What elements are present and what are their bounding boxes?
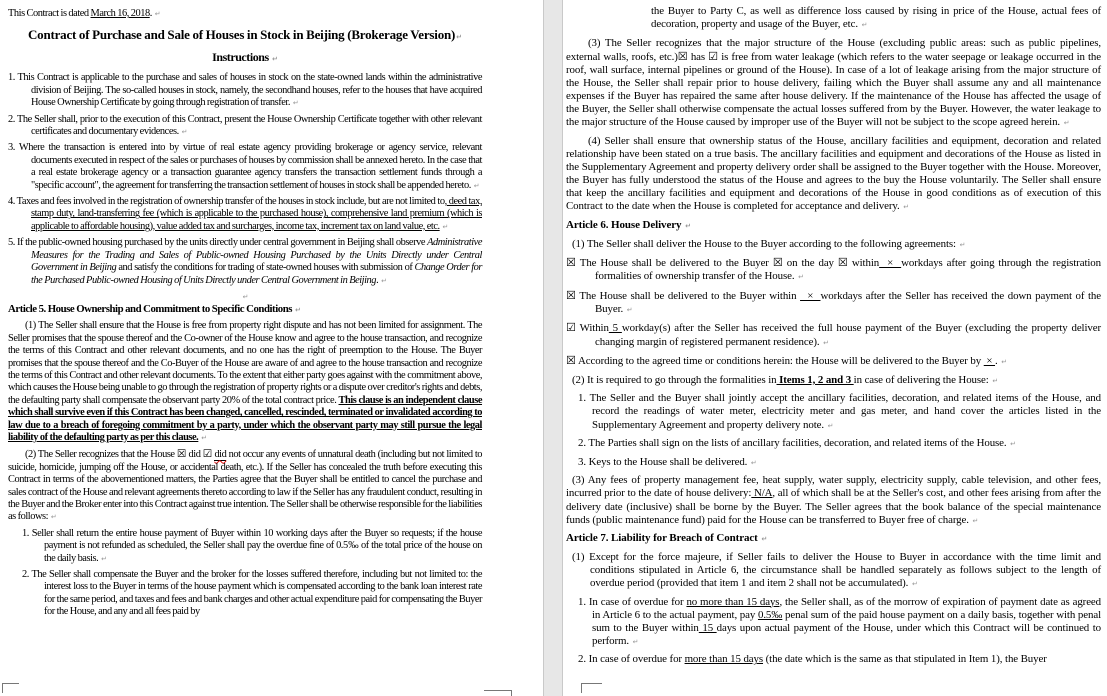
paragraph-mark-icon: ↵ — [381, 276, 387, 285]
paragraph-mark-icon: ↵ — [823, 338, 830, 347]
paragraph-mark-icon: ↵ — [442, 222, 449, 231]
text-segment: 0.5‰ — [757, 608, 783, 621]
instruction-item-1 — [8, 72, 482, 109]
text-segment: The House shall be delivered to the Buyer — [575, 257, 773, 270]
instruction-item-4 — [8, 196, 482, 233]
delivery-option-4 — [566, 354, 1101, 369]
delivery-option-3 — [566, 321, 1101, 349]
paragraph-mark-icon: ↵ — [1063, 119, 1070, 128]
paragraph-mark-icon: ↵ — [154, 10, 161, 18]
text-segment: , all of which shall be at the Seller's cost, and other fees arising from after the delivery date (inclusive) shall be borne by the Buyer. The Seller agrees that the book balance of the special maintenance funds (public maintenance fund) paid for the House can be transferred to Buyer free of charge. — [566, 487, 1101, 526]
checkbox-x-icon: ☒ — [772, 256, 783, 270]
delivery-option-2 — [566, 289, 1101, 317]
empty-line — [8, 291, 482, 301]
delivery-formality-3 — [578, 456, 1101, 470]
text-segment: 1. The Seller and the Buyer shall jointly accept the ancillary facilities, decoration, and related items of the House, and record the readings of water meter, electricity meter and gas meter, and hand cover the articles listed in the Supplementary Agreement and property delivery note. — [578, 392, 1101, 431]
text-segment: 2. The Seller shall compensate the Buyer and the broker for the losses suffered therefore, including but not limited to: the interest loss to the Buyer in terms of the house payment which is compensated according to the bank loan interest rate for the same period, and taxes and fees and bank charges and other actual expenditure paid for compensating the Buyer for the House, and any and all fees paid by — [22, 569, 482, 618]
text-segment: the Buyer to Party C, as well as difference loss caused by rising in price of the House, actual fees of decoration, property and usage of the Buyer, etc. — [651, 5, 1101, 31]
article-5-heading — [8, 303, 482, 316]
fill-in-blank: 5 — [608, 322, 622, 335]
text-segment: Within — [575, 322, 609, 335]
text-segment: . — [149, 8, 154, 19]
text-segment: 5. If the public-owned housing purchased by the units directly under central government in Beijing shall observe — [8, 237, 428, 249]
text-segment: Administrative Measures for the Trading and Sales of Public-owned Housing Purchased by the Units Directly under Central Government in Beijing — [31, 237, 482, 274]
checkbox-x-icon: ☒ — [566, 288, 576, 302]
text-segment: deed tax, stamp duty, land-transferring fee (which is applicable to the purchased house), comprehensive land premium (which is applicable to affordable housing), value added tax and surcharges, income tax, increment tax on land value, etc. — [31, 196, 482, 232]
text-segment: . — [376, 274, 381, 286]
paragraph-mark-icon: ↵ — [272, 55, 278, 64]
text-segment: 3. Keys to the House shall be delivered. — [578, 455, 750, 468]
text-segment: , the Seller shall, as of the morrow of expiration of payment date as agreed in Article 6 to the actual payment, pay — [592, 595, 1102, 621]
text-segment: 2. The Seller shall, prior to the execution of this Contract, present the House Ownership Certificate together with other relevant certificates and documentary evidences. — [8, 113, 482, 138]
text-segment: 1. Seller shall return the entire house payment of Buyer within 10 working days after the Buyer so requests; if the house payment is not refunded as scheduled, the Seller shall pay the overdue fine of 0.5‰ of the total price of the house on the daily basis. — [22, 527, 482, 564]
text-segment: has — [687, 50, 709, 63]
text-segment: on the day — [782, 257, 838, 270]
checkbox-checked-icon: ☑ — [708, 49, 719, 63]
text-segment: 1. This Contract is applicable to the purchase and sales of houses in stock on the state-owned lands within the administrative division of Beijing. The so-called houses in stock, namely, the secondhand houses, refer to the houses that have acquired House Ownership Certificate by going through registration of transfer. — [8, 72, 482, 109]
text-segment: According to the agreed time or conditions herein: the House will be delivered to the Buyer by — [575, 355, 984, 368]
text-segment: Contract of Purchase and Sale of Houses in Stock in Beijing (Brokerage Version) — [27, 27, 456, 43]
article-5-clause-1 — [8, 320, 482, 444]
text-boundary-mark — [484, 690, 512, 696]
delivery-formality-2 — [578, 437, 1101, 451]
text-segment — [198, 432, 200, 443]
text-segment: did — [186, 449, 203, 461]
paragraph-mark-icon: ↵ — [750, 458, 757, 467]
article-6-clause-3 — [566, 474, 1101, 527]
instructions-heading — [8, 50, 482, 66]
text-segment: 3. Where the transaction is entered into by virtue of real estate agency providing brokerage or agency service, relevant documents executed in respect of the sales or purchases of houses by commission shall be annexed hereto. In the case that a real estate brokerage agency or a transaction guarantee agency transfers the transaction settlement funds through a "specific account", the agreement for transferring the transaction settlement of houses in stock shall be appended hereto. — [8, 142, 482, 191]
page-left — [0, 0, 543, 696]
instruction-item-2 — [8, 114, 482, 139]
paragraph-mark-icon: ↵ — [959, 240, 966, 249]
paragraph-mark-icon: ↵ — [911, 579, 918, 588]
text-segment: within — [847, 257, 880, 270]
paragraph-mark-icon: ↵ — [181, 128, 188, 137]
paragraph-mark-icon: ↵ — [473, 181, 480, 190]
article-5-liability-item-2 — [22, 569, 482, 619]
text-segment: The House shall be delivered to the Buyer within — [575, 289, 801, 302]
text-segment: in case of delivering the House: — [853, 373, 992, 386]
text-segment: (2) It is required to go through the formalities in — [572, 373, 777, 386]
text-segment: no more than 15 days — [686, 595, 780, 608]
article-7-item-1 — [578, 596, 1101, 649]
paragraph-mark-icon: ↵ — [798, 273, 804, 282]
text-segment: (1) The Seller shall ensure that the House is free from property right dispute and has not been limited for assignment. The Seller promises that the spouse thereof and the Co-owner of the House know and agree to the house transaction, and recognize the terms of this Contract and other relevant documents, and no one has the right of preemption to the House. The Buyer promises that the spouse thereof and the Co-Buyer of the House are aware of and agree to the house transaction and recognize the terms of this Contract and other relevant documents. To the extent that either party goes against with the commitment above, which causes the House being unable to go through the registration of property rights or a dispute over creditor's rights and debts, the defaulting party shall compensate the observant party 20% of the total contract price. — [8, 320, 482, 406]
checkbox-x-icon: ☒ — [566, 256, 576, 270]
checkbox-x-icon: ☒ — [837, 256, 848, 270]
paragraph-mark-icon: ↵ — [242, 292, 249, 301]
text-segment: 15 — [698, 621, 717, 634]
text-segment: (the date which is the same as that stipulated in Item 1), the Buyer — [763, 653, 1047, 666]
paragraph-mark-icon: ↵ — [626, 305, 633, 314]
paragraph-mark-icon: ↵ — [685, 221, 691, 230]
text-segment: (1) Except for the force majeure, if Seller fails to deliver the House to Buyer in accordance with the time limit and conditions stipulated in Article 6, the circumstance shall be handled separately as follows subject to the length of overdue period (provided that item 1 and item 2 shall not be accumulated). — [572, 550, 1101, 589]
continuation-paragraph — [651, 5, 1101, 32]
article-5-clause-2 — [8, 448, 482, 523]
paragraph-mark-icon: ↵ — [294, 305, 301, 314]
article-6-heading — [566, 219, 1101, 233]
text-segment: workdays after the Seller has received the down payment of the Buyer. — [595, 289, 1101, 315]
checkbox-x-icon: ☒ — [566, 354, 576, 368]
text-segment: days upon actual payment of the House, under which this Contract will be continued to perform. — [592, 621, 1101, 647]
text-segment: 1. In case of overdue for — [578, 595, 687, 608]
text-segment: and satisfy the conditions for trading of state-owned houses with submission of — [116, 262, 415, 274]
checkbox-checked-icon: ☑ — [202, 448, 213, 461]
text-segment: (3) The Seller recognizes that the major structure of the House (excluding public areas: such as public pipelines, external walls, roofs, etc.) — [566, 36, 1101, 63]
text-segment — [440, 221, 442, 232]
checkbox-x-icon: ☒ — [176, 448, 187, 461]
paragraph-mark-icon: ↵ — [1001, 358, 1008, 367]
paragraph-mark-icon: ↵ — [456, 33, 463, 42]
paragraph-mark-icon: ↵ — [761, 535, 768, 544]
paragraph-mark-icon: ↵ — [50, 513, 57, 522]
text-segment: workday(s) after the Seller has received the full house payment of the Buyer (excluding the property deliver changing margin of registered permanent residence). — [595, 322, 1102, 348]
instruction-item-3 — [8, 142, 482, 192]
page-right — [563, 0, 1107, 696]
text-segment: is free from water leakage (which refers to the water seepage or leakage occurred in the roof, wall surface, internal pipelines or ground of the House). In case of a lot of leakage arising from the major structure of the House, the Seller shall repair prior to house delivery, failing which the Buyer shall assume any and all maintenance expenses if the Buyer has repaired the same after house delivery. If the maintenance of the House has affected the usage of the Buyer, the Seller shall otherwise compensate the actual losses suffered from by the Buyer. However, the water leakage to the major structure of the House caused by improper use of the Buyer will not be subject to the scope agreed herein. — [566, 50, 1101, 129]
text-segment: (4) Seller shall ensure that ownership status of the House, ancillary facilities and equipment, decoration and related relationship have been stated on a true basis. The ancillary facilities and equipment and decorations of the House as listed in the Supplementary Agreement and property delivery order shall be assigned to the Buyer together with the House. Moreover, the Buyer has fully understood the status of the House and agrees to the buy the House voluntarily. The Seller shall ensure that keep the ancillary facilities and equipment and decorations of the House in good conditions as of execution of this Contract to the date when the House is completed for acceptance and delivery. — [566, 134, 1101, 213]
text-segment: 2. In case of overdue for — [578, 653, 685, 666]
text-segment: not occur any events of unnatural death (including but not limited to suicide, homicide, jumping off the House, or accidental death, etc.). If the Seller has concealed the truth before executing this Contract in terms of the abovementioned matters, the Parties agree that the Buyer shall be entitled to cancel the purchase and sales contract of the House and relevant agreements thereto according to law if the Seller has any fraudulent conduct, resulting in the Buyer and the Broker enter into this Contract against true intention. The Seller shall be otherwise responsible for the liabilities as follows: — [8, 449, 483, 523]
paragraph-mark-icon: ↵ — [861, 21, 868, 30]
text-segment: 2. The Parties shall sign on the lists of ancillary facilities, decoration, and related items of the House. — [578, 437, 1010, 450]
text-segment: more than 15 days — [684, 653, 764, 666]
article-5-clause-4 — [566, 135, 1101, 215]
checkbox-x-icon: ☒ — [677, 49, 688, 63]
text-segment: penal sum of the paid house payment on a daily basis, together with penal sum to the Buyer within — [592, 608, 1102, 634]
article-6-clause-2 — [566, 374, 1101, 388]
spellcheck-squiggle-text: did — [214, 449, 227, 461]
text-segment: March 16, 2018 — [90, 8, 150, 19]
text-boundary-mark — [581, 683, 602, 693]
text-segment: This Contract is dated — [8, 8, 91, 19]
checkbox-checked-icon: ☑ — [566, 321, 576, 335]
text-segment: (3) Any fees of property management fee, heat supply, water supply, electricity supply, cable television, and other fees, incurred prior to the date of house delivery: — [566, 474, 1101, 500]
instruction-item-5 — [8, 237, 482, 287]
paragraph-mark-icon: ↵ — [972, 516, 979, 525]
text-segment: Article 6. House Delivery — [566, 218, 685, 231]
text-segment: 4. Taxes and fees involved in the registration of ownership transfer of the houses in stock include, but are not limited to, — [8, 196, 447, 208]
article-7-clause-1 — [572, 551, 1101, 591]
fill-in-blank: × — [800, 289, 821, 302]
paragraph-mark-icon: ↵ — [827, 421, 834, 430]
text-segment: Instructions — [212, 50, 271, 65]
paragraph-mark-icon: ↵ — [992, 376, 999, 385]
fill-in-blank: × — [879, 257, 902, 270]
text-segment: This clause is an independent clause which shall survive even if this Contract has been changed, cancelled, rescinded, terminated or invalidated according to law due to a breach of foregoing commitment by a party, under which the observant party may still pursue the legal liability of the defaulting party as per this clause. — [8, 394, 483, 443]
paragraph-mark-icon: ↵ — [1010, 440, 1017, 449]
text-segment: Article 5. House Ownership and Commitment to Specific Conditions — [8, 302, 294, 315]
contract-date-line — [8, 8, 482, 20]
article-7-heading — [566, 532, 1101, 546]
fill-in-blank: × — [983, 355, 996, 368]
text-boundary-mark — [2, 683, 19, 693]
paragraph-mark-icon: ↵ — [903, 203, 910, 212]
text-segment: (1) The Seller shall deliver the House to the Buyer according to the following agreements: — [572, 237, 959, 250]
article-6-clause-1 — [566, 238, 1101, 252]
article-5-liability-item-1 — [22, 528, 482, 565]
text-segment: (2) The Seller recognizes that the House — [25, 449, 177, 461]
paragraph-mark-icon: ↵ — [292, 99, 299, 108]
delivery-option-1 — [566, 256, 1101, 284]
article-7-item-2 — [578, 653, 1101, 666]
text-segment: workdays after going through the registration formalities of ownership transfer of the House. — [595, 257, 1101, 283]
text-segment: Items 1, 2 and 3 — [776, 373, 854, 386]
text-segment: Article 7. Liability for Breach of Contract — [566, 532, 761, 545]
document-title — [8, 27, 482, 45]
paragraph-mark-icon: ↵ — [632, 637, 639, 646]
page-gap — [543, 0, 563, 696]
fill-in-blank: N/A — [751, 487, 773, 500]
delivery-formality-1 — [578, 392, 1101, 432]
paragraph-mark-icon: ↵ — [201, 433, 208, 442]
text-segment: Change Order for the Purchased Public-owned Housing of Units Directly under Central Government in Beijing — [31, 262, 482, 286]
paragraph-mark-icon: ↵ — [101, 554, 107, 563]
article-5-clause-3 — [566, 37, 1101, 131]
text-segment: . — [995, 355, 1001, 368]
